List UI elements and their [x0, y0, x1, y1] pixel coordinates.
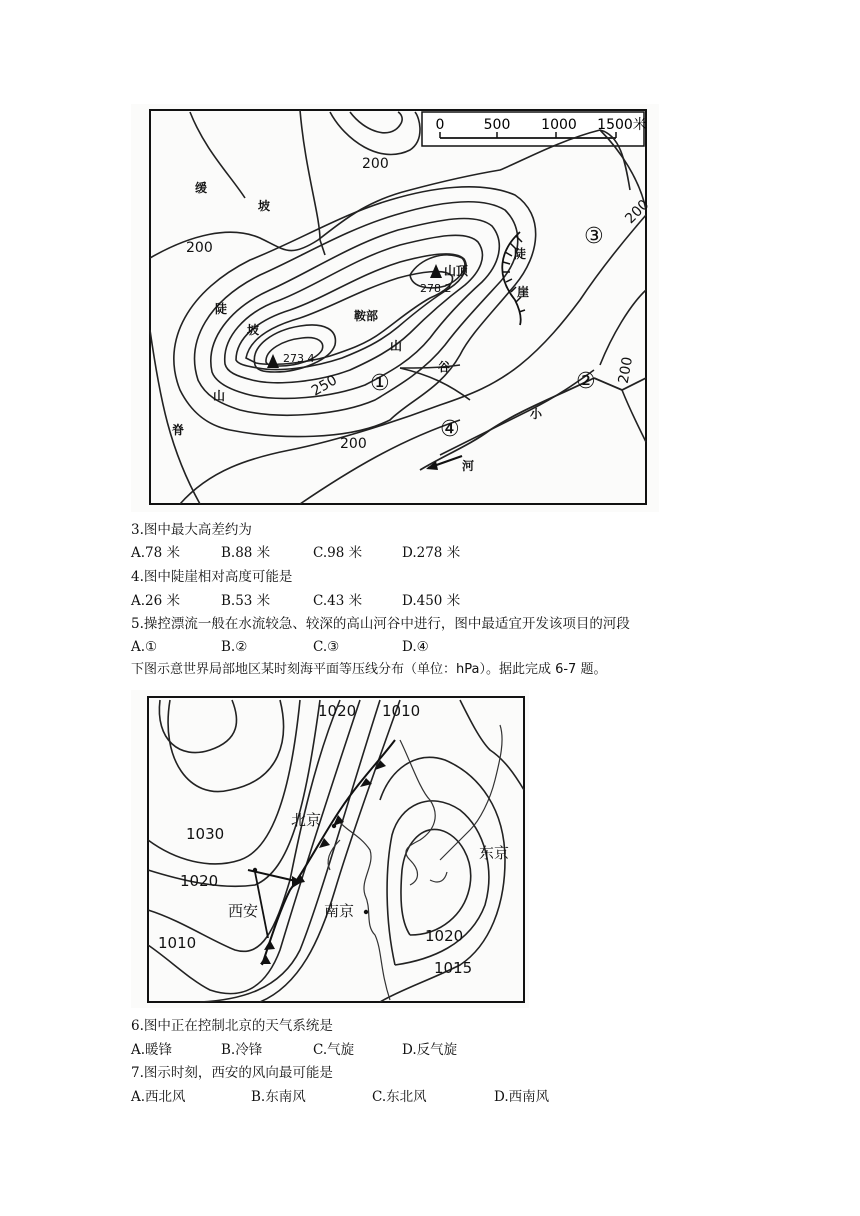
isobar-label: 1015 [434, 959, 473, 977]
label-ridge-2: 脊 [172, 423, 185, 437]
city-nanjing: 南京 [324, 902, 355, 920]
isobar-label: 1020 [425, 927, 464, 945]
marker-3: ③ [584, 224, 604, 249]
label-valley-2: 谷 [438, 360, 451, 374]
contour-map [131, 104, 659, 512]
label-gentle-slope-1: 缓 [195, 181, 208, 195]
option-c[interactable]: C.43 米 [313, 593, 363, 609]
option-d[interactable]: D.④ [402, 639, 429, 655]
city-dot-beijing [332, 824, 336, 828]
isobar-label: 1020 [318, 702, 357, 720]
option-d[interactable]: D.450 米 [402, 593, 461, 609]
peak-elevation-right: 278.2 [420, 282, 452, 295]
scale-tick-0: 0 [435, 117, 445, 133]
label-steep-slope-2: 坡 [247, 323, 260, 337]
label-river-2: 河 [462, 459, 475, 473]
question-5-stem: 5.操控漂流一般在水流较急、较深的高山河谷中进行，图中最适宜开发该项目的河段 [131, 616, 630, 632]
option-c[interactable]: C.③ [313, 639, 340, 655]
peak-elevation-left: 273.4 [283, 352, 315, 365]
label-valley-1: 山 [390, 339, 403, 353]
contour-label: 250 [308, 372, 340, 400]
label-river-1: 小 [530, 407, 543, 421]
contour-label: 200 [362, 156, 389, 172]
contour-label: 200 [622, 196, 653, 228]
label-saddle: 鞍部 [354, 309, 379, 323]
isobar-label: 1010 [382, 702, 421, 720]
contour-label: 200 [186, 240, 213, 256]
question-3-stem: 3.图中最大高差约为 [131, 522, 252, 538]
option-b[interactable]: B.88 米 [221, 545, 271, 561]
marker-4: ④ [440, 417, 460, 442]
option-c[interactable]: C.东北风 [372, 1089, 427, 1105]
contour-label: 200 [615, 355, 637, 385]
city-dot-nanjing [364, 910, 368, 914]
option-b[interactable]: B.东南风 [251, 1089, 306, 1105]
city-beijing: 北京 [291, 811, 322, 829]
isobar-label: 1030 [186, 825, 225, 843]
question-7-stem: 7.图示时刻，西安的风向最可能是 [131, 1065, 333, 1081]
question-6-stem: 6.图中正在控制北京的天气系统是 [131, 1018, 333, 1034]
city-tokyo: 东京 [479, 844, 510, 862]
option-a[interactable]: A.78 米 [131, 545, 181, 561]
scale-tick-1500: 1500米 [597, 117, 647, 133]
option-a[interactable]: A.暖锋 [131, 1042, 173, 1058]
scale-tick-500: 500 [483, 117, 511, 133]
option-a[interactable]: A.西北风 [131, 1089, 186, 1105]
option-b[interactable]: B.② [221, 639, 248, 655]
label-cliff-2: 崖 [517, 285, 530, 299]
intro-6-7: 下图示意世界局部地区某时刻海平面等压线分布（单位：hPa）。据此完成 6-7 题。 [131, 662, 607, 677]
option-a[interactable]: A.① [131, 639, 158, 655]
label-ridge-1: 山 [213, 389, 226, 403]
marker-2: ② [576, 369, 596, 394]
option-d[interactable]: D.西南风 [494, 1089, 550, 1105]
contour-map-figure [131, 104, 659, 512]
isobar-map [131, 690, 529, 1008]
option-d[interactable]: D.278 米 [402, 545, 461, 561]
isobar-label: 1010 [158, 934, 197, 952]
isobar-label: 1020 [180, 872, 219, 890]
label-cliff-1: 陡 [514, 247, 527, 261]
option-b[interactable]: B.53 米 [221, 593, 271, 609]
option-b[interactable]: B.冷锋 [221, 1042, 263, 1058]
label-steep-slope-1: 陡 [215, 302, 228, 316]
scale-bar [422, 112, 647, 146]
option-a[interactable]: A.26 米 [131, 593, 181, 609]
marker-1: ① [370, 371, 390, 396]
option-c[interactable]: C.98 米 [313, 545, 363, 561]
city-dot-xian [253, 868, 257, 872]
isobar-map-figure [131, 690, 529, 1008]
option-d[interactable]: D.反气旋 [402, 1042, 458, 1058]
city-xian: 西安 [228, 902, 259, 920]
question-4-stem: 4.图中陡崖相对高度可能是 [131, 569, 293, 585]
label-peak: 山顶 [444, 264, 469, 278]
contour-label: 200 [340, 436, 367, 452]
label-gentle-slope-2: 坡 [258, 199, 271, 213]
scale-tick-1000: 1000 [541, 117, 577, 133]
option-c[interactable]: C.气旋 [313, 1042, 355, 1058]
